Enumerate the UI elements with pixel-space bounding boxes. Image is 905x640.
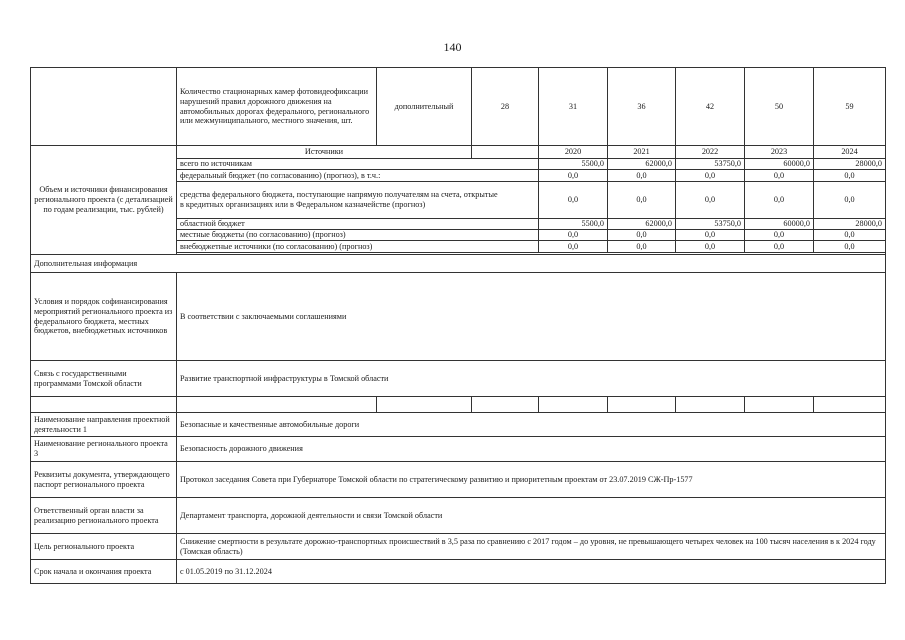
financing-empty-cell: [472, 146, 539, 159]
financing-value: 0,0: [814, 170, 886, 182]
project-name-row: [31, 437, 886, 462]
empty-cell: [31, 397, 177, 413]
authority-value: Департамент транспорта, дорожной деятельности и связи Томской области: [177, 498, 886, 534]
financing-value: 60000,0: [745, 159, 814, 170]
indicator-base-value: 28: [472, 68, 539, 146]
cofinancing-label: Условия и порядок софинансирования мероприятий регионального проекта из федерального бюджета, местных бюджетов, внебюджетных источников: [31, 273, 177, 361]
year-2021: 2021: [608, 146, 676, 159]
indicator-empty-cell: [31, 68, 177, 146]
financing-value: 0,0: [814, 182, 886, 219]
financing-value: 53750,0: [676, 159, 745, 170]
project-passport-table: [30, 67, 886, 584]
financing-value: 5500,0: [539, 159, 608, 170]
empty-cell: [745, 397, 814, 413]
direction-row: [31, 413, 886, 437]
empty-cell: [177, 397, 377, 413]
financing-value: 28000,0: [814, 159, 886, 170]
indicator-value-2024: 59: [814, 68, 886, 146]
period-value: с 01.05.2019 по 31.12.2024: [177, 560, 886, 584]
financing-row-label: местные бюджеты (по согласованию) (прогноз): [177, 230, 539, 241]
empty-cell: [539, 397, 608, 413]
empty-cell: [472, 397, 539, 413]
financing-value: 5500,0: [539, 219, 608, 230]
indicator-value-2023: 50: [745, 68, 814, 146]
cofinancing-row: [31, 273, 886, 361]
project-name-label: Наименование регионального проекта 3: [31, 437, 177, 462]
direction-value: Безопасные и качественные автомобильные дороги: [177, 413, 886, 437]
requisites-label: Реквизиты документа, утверждающего паспорт регионального проекта: [31, 462, 177, 498]
authority-row: [31, 498, 886, 534]
empty-cell: [608, 397, 676, 413]
empty-cell: [814, 397, 886, 413]
financing-value: 0,0: [608, 230, 676, 241]
financing-value: 0,0: [676, 170, 745, 182]
authority-label: Ответственный орган власти за реализацию регионального проекта: [31, 498, 177, 534]
period-row: [31, 560, 886, 584]
financing-row-label: средства федерального бюджета, поступающие напрямую получателям на счета, открытые в кредитных организациях или в Федеральном казначействе (прогноз): [177, 182, 539, 219]
financing-header-row: [31, 146, 886, 159]
project-name-value: Безопасность дорожного движения: [177, 437, 886, 462]
indicator-name: Количество стационарных камер фотовидеофиксации нарушений правил дорожного движения на автомобильных дорогах федерального, регионального или межмуниципального, местного значения, шт.: [177, 68, 377, 146]
empty-cell: [676, 397, 745, 413]
additional-info-header-row: [31, 255, 886, 273]
indicator-value-2022: 42: [676, 68, 745, 146]
financing-row-label: федеральный бюджет (по согласованию) (прогноз), в т.ч.:: [177, 170, 539, 182]
financing-value: 28000,0: [814, 219, 886, 230]
indicator-value-2021: 36: [608, 68, 676, 146]
direction-label: Наименование направления проектной деятельности 1: [31, 413, 177, 437]
empty-cell: [377, 397, 472, 413]
period-label: Срок начала и окончания проекта: [31, 560, 177, 584]
year-2023: 2023: [745, 146, 814, 159]
requisites-value: Протокол заседания Совета при Губернаторе Томской области по стратегическому развитию и приоритетным проектам от 23.07.2019 СЖ-Пр-1577: [177, 462, 886, 498]
financing-value: 0,0: [608, 170, 676, 182]
financing-value: 0,0: [745, 230, 814, 241]
financing-value: 0,0: [608, 182, 676, 219]
financing-row-label: областной бюджет: [177, 219, 539, 230]
goal-value: Снижение смертности в результате дорожно-транспортных происшествий в 3,5 раза по сравнению с 2017 годом – до уровня, не превышающего четырех человек на 100 тысяч населения в к 2024 году (Томская область): [177, 534, 886, 560]
sources-header: Источники: [177, 146, 472, 159]
financing-value: 0,0: [539, 182, 608, 219]
financing-value: 0,0: [814, 230, 886, 241]
financing-value: 0,0: [745, 182, 814, 219]
financing-value: 0,0: [539, 241, 608, 253]
financing-value: 62000,0: [608, 159, 676, 170]
indicator-type: дополнительный: [377, 68, 472, 146]
financing-value: 53750,0: [676, 219, 745, 230]
programs-label: Связь с государственными программами Томской области: [31, 361, 177, 397]
year-2020: 2020: [539, 146, 608, 159]
financing-value: 60000,0: [745, 219, 814, 230]
financing-value: 62000,0: [608, 219, 676, 230]
programs-value: Развитие транспортной инфраструктуры в Томской области: [177, 361, 886, 397]
indicator-value-2020: 31: [539, 68, 608, 146]
financing-row-label: всего по источникам: [177, 159, 539, 170]
year-2024: 2024: [814, 146, 886, 159]
financing-value: 0,0: [745, 170, 814, 182]
year-2022: 2022: [676, 146, 745, 159]
additional-info-header: Дополнительная информация: [31, 255, 886, 273]
financing-value: 0,0: [539, 230, 608, 241]
empty-grid-row: [31, 397, 886, 413]
financing-value: 0,0: [745, 241, 814, 253]
page-number: 140: [443, 40, 462, 54]
programs-row: [31, 361, 886, 397]
cofinancing-value: В соответствии с заключаемыми соглашениями: [177, 273, 886, 361]
financing-row-label: внебюджетные источники (по согласованию) (прогноз): [177, 241, 539, 253]
indicator-row: [31, 68, 886, 146]
financing-value: 0,0: [676, 241, 745, 253]
goal-row: [31, 534, 886, 560]
financing-section-label: Объем и источники финансирования регионального проекта (с детализацией по годам реализации, тыс. рублей): [31, 146, 177, 255]
financing-value: 0,0: [539, 170, 608, 182]
financing-value: 0,0: [676, 230, 745, 241]
financing-value: 0,0: [814, 241, 886, 253]
requisites-row: [31, 462, 886, 498]
financing-value: 0,0: [676, 182, 745, 219]
financing-value: 0,0: [608, 241, 676, 253]
goal-label: Цель регионального проекта: [31, 534, 177, 560]
